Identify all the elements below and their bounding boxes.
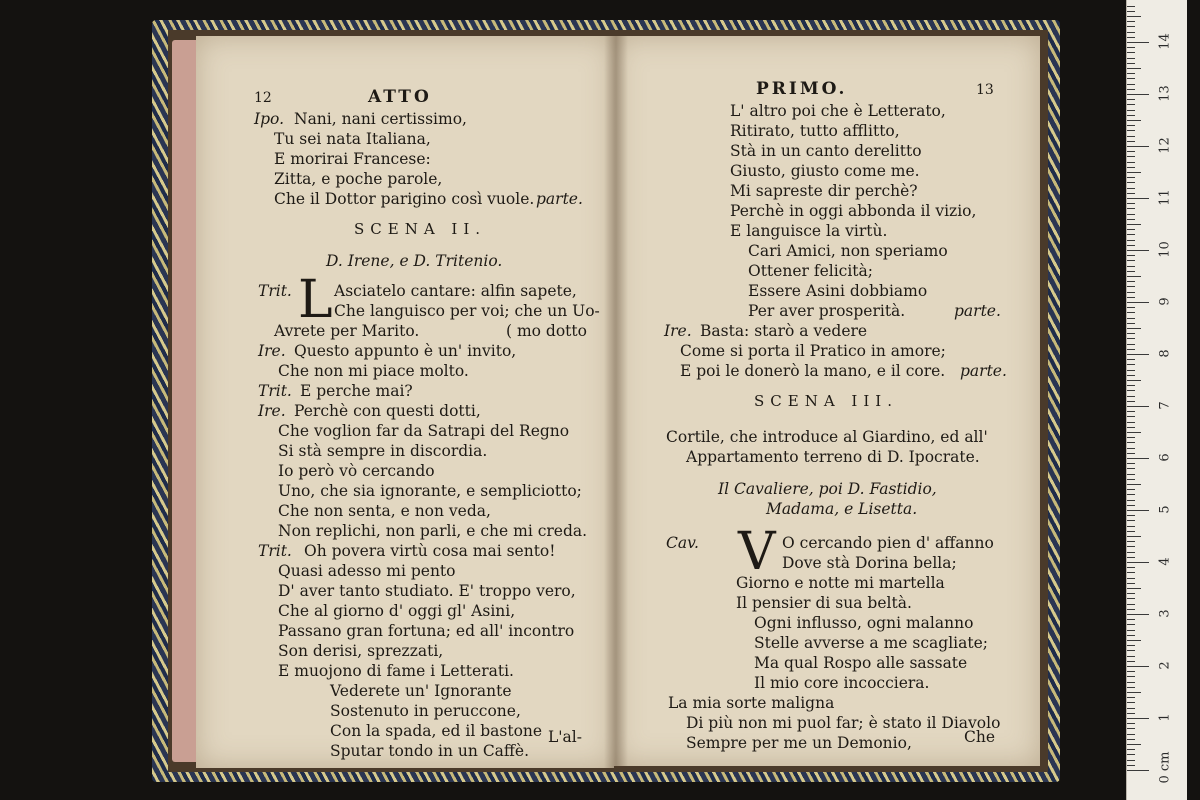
verse-line: Io però vò cercando (278, 462, 435, 480)
verse-line: E muojono di fame i Letterati. (278, 662, 514, 680)
ruler-tick (1127, 401, 1135, 402)
ruler-tick (1127, 697, 1135, 698)
ruler-tick (1127, 718, 1149, 719)
ruler-number: 3 (1157, 609, 1173, 618)
ruler-tick (1127, 432, 1141, 433)
characters-line: Il Cavaliere, poi D. Fastidio, (718, 480, 937, 498)
verse-line: Dove stà Dorina bella; (782, 554, 957, 572)
verse-line: Vederete un' Ignorante (330, 682, 512, 700)
ruler-tick (1127, 468, 1135, 469)
ruler-tick (1127, 484, 1141, 485)
verse-line: Che languisco per voi; che un Uo- (334, 302, 600, 320)
book-gutter (604, 36, 628, 768)
ruler-tick (1127, 552, 1135, 553)
verse-line: Che non senta, e non veda, (278, 502, 491, 520)
speaker-label: Ire. (258, 342, 286, 360)
catchword: Che (964, 728, 996, 746)
ruler-tick (1127, 245, 1135, 246)
speaker-label: Ire. (664, 322, 692, 340)
drop-capital: V (738, 522, 776, 582)
ruler-tick (1127, 104, 1135, 105)
ruler-tick (1127, 760, 1135, 761)
ruler-tick (1127, 474, 1135, 475)
ruler-tick (1127, 318, 1135, 319)
ruler-tick (1127, 146, 1149, 147)
ruler-tick (1127, 312, 1135, 313)
verse-line: Perchè in oggi abbonda il vizio, (730, 202, 977, 220)
ruler-tick (1127, 536, 1141, 537)
measuring-ruler (1126, 0, 1187, 800)
ruler-number: 10 (1157, 241, 1173, 258)
ruler-tick (1127, 344, 1135, 345)
verse-line: Zitta, e poche parole, (274, 170, 443, 188)
verse-line: Mi sapreste dir perchè? (730, 182, 918, 200)
verse-line: Che al giorno d' oggi gl' Asini, (278, 602, 516, 620)
ruler-tick (1127, 630, 1135, 631)
ruler-tick (1127, 713, 1135, 714)
ruler-number: 12 (1157, 137, 1173, 154)
speaker-label: Trit. (258, 382, 292, 400)
ruler-tick (1127, 63, 1135, 64)
ruler-tick (1127, 390, 1135, 391)
ruler-tick (1127, 754, 1135, 755)
ruler-tick (1127, 739, 1135, 740)
ruler-tick (1127, 702, 1135, 703)
ruler-tick (1127, 479, 1135, 480)
ruler-tick (1127, 359, 1135, 360)
ruler-tick (1127, 52, 1135, 53)
ruler-tick (1127, 593, 1135, 594)
ruler-tick (1127, 224, 1141, 225)
verse-line: Il mio core incocciera. (754, 674, 930, 692)
left-page (196, 36, 614, 768)
verse-line: Quasi adesso mi pento (278, 562, 456, 580)
ruler-tick (1127, 520, 1135, 521)
ruler-number: 6 (1157, 453, 1173, 462)
ruler-tick (1127, 661, 1135, 662)
verse-line: E poi le donerò la mano, e il core. (680, 362, 946, 380)
ruler-tick (1127, 526, 1135, 527)
ruler-tick (1127, 120, 1141, 121)
stage-direction: parte. (536, 190, 583, 208)
verse-line: Sputar tondo in un Caffè. (330, 742, 530, 760)
verse-line: Asciatelo cantare: alfin sapete, (334, 282, 577, 300)
ruler-tick (1127, 567, 1135, 568)
ruler-tick (1127, 692, 1141, 693)
verse-line: Ritirato, tutto afflitto, (730, 122, 900, 140)
ruler-tick (1127, 557, 1135, 558)
ruler-tick (1127, 110, 1135, 111)
right-page-number: 13 (976, 82, 994, 98)
ruler-tick (1127, 172, 1141, 173)
ruler-tick (1127, 182, 1135, 183)
verse-line-continuation: ( mo dotto (506, 322, 587, 340)
verse-line: Tu sei nata Italiana, (274, 130, 431, 148)
ruler-tick (1127, 458, 1149, 459)
verse-line: Con la spada, ed il bastone (330, 722, 543, 740)
ruler-tick (1127, 333, 1135, 334)
verse-line: Ogni influsso, ogni malanno (754, 614, 974, 632)
ruler-tick (1127, 125, 1135, 126)
ruler-tick (1127, 208, 1135, 209)
verse-line: Perchè con questi dotti, (294, 402, 481, 420)
ruler-tick (1127, 37, 1135, 38)
verse-line: Il pensier di sua beltà. (736, 594, 912, 612)
ruler-tick (1127, 676, 1135, 677)
verse-line: Passano gran fortuna; ed all' incontro (278, 622, 575, 640)
ruler-tick (1127, 437, 1135, 438)
characters-line: D. Irene, e D. Tritenio. (326, 252, 503, 270)
verse-line: Sostenuto in peruccone, (330, 702, 521, 720)
ruler-tick (1127, 271, 1135, 272)
ruler-tick (1127, 260, 1135, 261)
verse-line: Ottener felicità; (748, 262, 873, 280)
ruler-tick (1127, 770, 1149, 771)
ruler-tick (1127, 515, 1135, 516)
verse-line: Oh povera virtù cosa mai sento! (304, 542, 556, 560)
ruler-tick (1127, 546, 1135, 547)
verse-line: E perche mai? (300, 382, 413, 400)
ruler-tick (1127, 671, 1135, 672)
verse-line: Questo appunto è un' invito, (294, 342, 517, 360)
verse-line: Di più non mi puol far; è stato il Diavolo (686, 714, 1001, 732)
ruler-tick (1127, 744, 1141, 745)
verse-line: La mia sorte maligna (668, 694, 835, 712)
ruler-tick (1127, 286, 1135, 287)
setting-line: Appartamento terreno di D. Ipocrate. (686, 448, 980, 466)
ruler-tick (1127, 188, 1135, 189)
ruler-tick (1127, 578, 1135, 579)
verse-line: Si stà sempre in discordia. (278, 442, 488, 460)
ruler-tick (1127, 624, 1135, 625)
ruler-number: 4 (1157, 557, 1173, 566)
right-running-head: PRIMO. (756, 79, 848, 99)
ruler-tick (1127, 427, 1135, 428)
verse-line: Non replichi, non parli, e che mi creda. (278, 522, 588, 540)
ruler-tick (1127, 375, 1135, 376)
verse-line: Come si porta il Pratico in amore; (680, 342, 946, 360)
ruler-tick (1127, 229, 1135, 230)
ruler-number: 11 (1157, 189, 1173, 206)
ruler-tick (1127, 609, 1135, 610)
ruler-tick (1127, 666, 1149, 667)
ruler-tick (1127, 130, 1135, 131)
ruler-tick (1127, 583, 1135, 584)
ruler-tick (1127, 141, 1135, 142)
ruler-number: 13 (1157, 85, 1173, 102)
ruler-tick (1127, 26, 1135, 27)
verse-line: O cercando pien d' affanno (782, 534, 994, 552)
verse-line: Basta: starò a vedere (700, 322, 868, 340)
ruler-tick (1127, 734, 1135, 735)
verse-line: Sempre per me un Demonio, (686, 734, 912, 752)
ruler-number: 14 (1157, 33, 1173, 50)
ruler-tick (1127, 380, 1141, 381)
verse-line: Essere Asini dobbiamo (748, 282, 928, 300)
ruler-tick (1127, 16, 1141, 17)
ruler-tick (1127, 198, 1149, 199)
ruler-number: 7 (1157, 401, 1173, 410)
verse-line: Per aver prosperità. (748, 302, 906, 320)
verse-line: Ma qual Rospo alle sassate (754, 654, 968, 672)
ruler-tick (1127, 94, 1149, 95)
ruler-tick (1127, 422, 1135, 423)
ruler-tick (1127, 6, 1135, 7)
ruler-tick (1127, 68, 1141, 69)
verse-line: E languisce la virtù. (730, 222, 888, 240)
ruler-tick (1127, 136, 1135, 137)
ruler-tick (1127, 396, 1135, 397)
ruler-tick (1127, 281, 1135, 282)
ruler-tick (1127, 453, 1135, 454)
ruler-tick (1127, 84, 1135, 85)
ruler-tick (1127, 385, 1135, 386)
ruler-tick (1127, 708, 1135, 709)
ruler-number: 1 (1157, 713, 1173, 722)
drop-capital: L (298, 270, 333, 330)
ruler-tick (1127, 32, 1135, 33)
left-page-number: 12 (254, 90, 272, 106)
ruler-tick (1127, 58, 1135, 59)
right-page (614, 36, 1040, 766)
ruler-tick (1127, 723, 1135, 724)
ruler-number: 9 (1157, 297, 1173, 306)
ruler-tick (1127, 531, 1135, 532)
verse-line: E morirai Francese: (274, 150, 431, 168)
speaker-label: Trit. (258, 542, 292, 560)
ruler-tick (1127, 349, 1135, 350)
ruler-tick (1127, 89, 1135, 90)
verse-line: Giusto, giusto come me. (730, 162, 920, 180)
ruler-tick (1127, 510, 1149, 511)
speaker-label: Trit. (258, 282, 292, 300)
ruler-tick (1127, 266, 1135, 267)
ruler-number: 8 (1157, 349, 1173, 358)
ruler-tick (1127, 635, 1135, 636)
ruler-tick (1127, 297, 1135, 298)
ruler-tick (1127, 78, 1135, 79)
verse-line: Che non mi piace molto. (278, 362, 469, 380)
ruler-tick (1127, 99, 1135, 100)
ruler-tick (1127, 749, 1135, 750)
ruler-tick (1127, 292, 1135, 293)
verse-line: Giorno e notte mi martella (736, 574, 945, 592)
verse-line: D' aver tanto studiato. E' troppo vero, (278, 582, 576, 600)
ruler-tick (1127, 448, 1135, 449)
ruler-tick (1127, 588, 1141, 589)
ruler-tick (1127, 42, 1149, 43)
ruler-tick (1127, 604, 1135, 605)
ruler-tick (1127, 156, 1135, 157)
ruler-number: 2 (1157, 661, 1173, 670)
speaker-label: Cav. (666, 534, 699, 552)
verse-line: Che il Dottor parigino così vuole. (274, 190, 535, 208)
ruler-tick (1127, 302, 1149, 303)
ruler-tick (1127, 687, 1135, 688)
ruler-tick (1127, 177, 1135, 178)
catchword: L'al- (548, 728, 582, 746)
ruler-tick (1127, 234, 1135, 235)
ruler-tick (1127, 640, 1141, 641)
ruler-tick (1127, 682, 1135, 683)
ruler-tick (1127, 167, 1135, 168)
ruler-tick (1127, 255, 1135, 256)
stage-direction: parte. (954, 302, 1001, 320)
ruler-tick (1127, 193, 1135, 194)
ruler-tick (1127, 598, 1135, 599)
ruler-unit-label: 0 cm (1157, 751, 1173, 784)
ruler-tick (1127, 162, 1135, 163)
ruler-tick (1127, 728, 1135, 729)
ruler-tick (1127, 619, 1135, 620)
ruler-tick (1127, 645, 1135, 646)
ruler-tick (1127, 276, 1141, 277)
ruler-tick (1127, 250, 1149, 251)
ruler-tick (1127, 115, 1135, 116)
speaker-label: Ire. (258, 402, 286, 420)
ruler-tick (1127, 505, 1135, 506)
stage-direction: parte. (960, 362, 1007, 380)
ruler-number (1158, 0, 1173, 2)
scene-heading: SCENA II. (354, 220, 487, 238)
characters-line: Madama, e Lisetta. (766, 500, 918, 518)
ruler-tick (1127, 650, 1135, 651)
ruler-tick (1127, 494, 1135, 495)
verse-line: Son derisi, sprezzati, (278, 642, 444, 660)
verse-line: Cari Amici, non speriamo (748, 242, 948, 260)
ruler-tick (1127, 73, 1135, 74)
verse-line: Uno, che sia ignorante, e sempliciotto; (278, 482, 582, 500)
ruler-tick (1127, 203, 1135, 204)
ruler-tick (1127, 416, 1135, 417)
ruler-tick (1127, 463, 1135, 464)
setting-line: Cortile, che introduce al Giardino, ed all' (666, 428, 988, 446)
ruler-tick (1127, 614, 1149, 615)
ruler-tick (1127, 541, 1135, 542)
ruler-tick (1127, 11, 1135, 12)
speaker-label: Ipo. (254, 110, 285, 128)
ruler-tick (1127, 323, 1135, 324)
ruler-number: 5 (1157, 505, 1173, 514)
verse-line: Nani, nani certissimo, (294, 110, 467, 128)
ruler-tick (1127, 338, 1135, 339)
ruler-tick (1127, 765, 1135, 766)
left-running-head: ATTO (368, 87, 432, 107)
ruler-tick (1127, 47, 1135, 48)
ruler-tick (1127, 442, 1135, 443)
scene-heading: SCENA III. (754, 392, 898, 410)
ruler-tick (1127, 214, 1135, 215)
ruler-tick (1127, 219, 1135, 220)
ruler-tick (1127, 656, 1135, 657)
ruler-tick (1127, 240, 1135, 241)
verse-line: Avrete per Marito. (274, 322, 420, 340)
ruler-tick (1127, 370, 1135, 371)
ruler-tick (1127, 151, 1135, 152)
ruler-tick (1127, 489, 1135, 490)
ruler-tick (1127, 406, 1149, 407)
ruler-tick (1127, 411, 1135, 412)
ruler-tick (1127, 354, 1149, 355)
ruler-tick (1127, 21, 1135, 22)
verse-line: L' altro poi che è Letterato, (730, 102, 946, 120)
ruler-tick (1127, 572, 1135, 573)
verse-line: Che voglion far da Satrapi del Regno (278, 422, 570, 440)
ruler-tick (1127, 328, 1141, 329)
ruler-tick (1127, 500, 1135, 501)
ruler-tick (1127, 307, 1135, 308)
ruler-tick (1127, 562, 1149, 563)
verse-line: Stelle avverse a me scagliate; (754, 634, 988, 652)
verse-line: Stà in un canto derelitto (730, 142, 922, 160)
ruler-tick (1127, 364, 1135, 365)
